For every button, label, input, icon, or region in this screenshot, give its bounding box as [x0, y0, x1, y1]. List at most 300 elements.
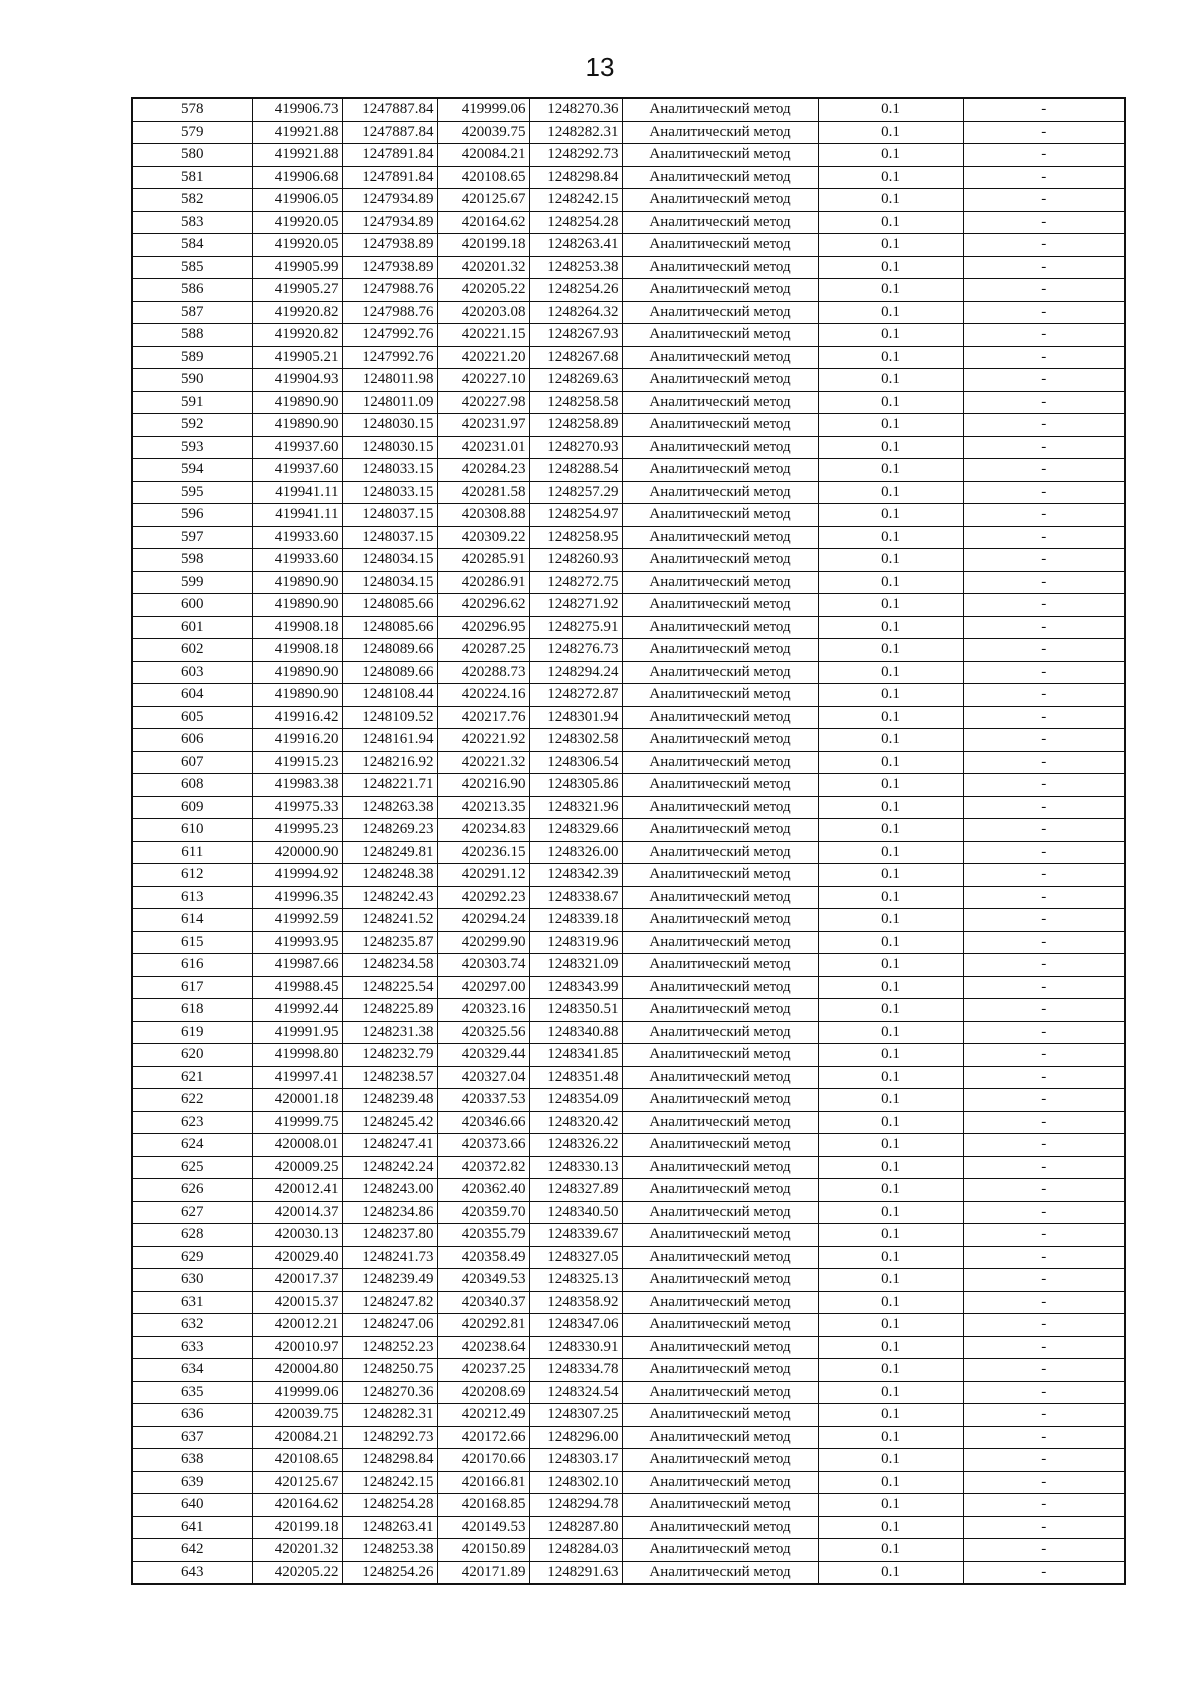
x1-cell: 419916.20	[252, 729, 342, 752]
note-cell: -	[963, 414, 1125, 437]
x2-cell: 420234.83	[437, 819, 529, 842]
method-cell: Аналитический метод	[622, 1449, 818, 1472]
note-cell: -	[963, 1269, 1125, 1292]
table-row	[132, 886, 1125, 909]
y2-cell: 1248302.58	[529, 729, 622, 752]
y2-cell: 1248324.54	[529, 1381, 622, 1404]
y2-cell: 1248321.09	[529, 954, 622, 977]
note-cell: -	[963, 841, 1125, 864]
y2-cell: 1248263.41	[529, 234, 622, 257]
note-cell: -	[963, 1449, 1125, 1472]
note-cell: -	[963, 1381, 1125, 1404]
x1-cell: 419941.11	[252, 481, 342, 504]
y2-cell: 1248339.18	[529, 909, 622, 932]
x1-cell: 420039.75	[252, 1404, 342, 1427]
y1-cell: 1248234.58	[342, 954, 437, 977]
y1-cell: 1248089.66	[342, 639, 437, 662]
note-cell: -	[963, 1111, 1125, 1134]
point-number-cell: 638	[132, 1449, 252, 1472]
x2-cell: 420084.21	[437, 144, 529, 167]
y1-cell: 1248109.52	[342, 706, 437, 729]
note-cell: -	[963, 976, 1125, 999]
y2-cell: 1248242.15	[529, 189, 622, 212]
x1-cell: 419999.06	[252, 1381, 342, 1404]
table-row	[132, 346, 1125, 369]
point-number-cell: 591	[132, 391, 252, 414]
note-cell: -	[963, 121, 1125, 144]
method-cell: Аналитический метод	[622, 459, 818, 482]
x2-cell: 420170.66	[437, 1449, 529, 1472]
x1-cell: 420014.37	[252, 1201, 342, 1224]
x2-cell: 420327.04	[437, 1066, 529, 1089]
x2-cell: 420292.23	[437, 886, 529, 909]
method-cell: Аналитический метод	[622, 1269, 818, 1292]
point-number-cell: 578	[132, 98, 252, 121]
x2-cell: 420281.58	[437, 481, 529, 504]
x2-cell: 420287.25	[437, 639, 529, 662]
accuracy-cell: 0.1	[818, 279, 963, 302]
method-cell: Аналитический метод	[622, 1359, 818, 1382]
method-cell: Аналитический метод	[622, 661, 818, 684]
y1-cell: 1248245.42	[342, 1111, 437, 1134]
x1-cell: 419933.60	[252, 526, 342, 549]
point-number-cell: 626	[132, 1179, 252, 1202]
method-cell: Аналитический метод	[622, 414, 818, 437]
x1-cell: 420017.37	[252, 1269, 342, 1292]
note-cell: -	[963, 1561, 1125, 1584]
y1-cell: 1248232.79	[342, 1044, 437, 1067]
accuracy-cell: 0.1	[818, 504, 963, 527]
note-cell: -	[963, 729, 1125, 752]
method-cell: Аналитический метод	[622, 729, 818, 752]
point-number-cell: 596	[132, 504, 252, 527]
accuracy-cell: 0.1	[818, 436, 963, 459]
x2-cell: 420355.79	[437, 1224, 529, 1247]
y1-cell: 1247887.84	[342, 98, 437, 121]
table-row	[132, 1336, 1125, 1359]
y1-cell: 1247938.89	[342, 234, 437, 257]
accuracy-cell: 0.1	[818, 1179, 963, 1202]
table-row	[132, 1134, 1125, 1157]
method-cell: Аналитический метод	[622, 436, 818, 459]
x2-cell: 420323.16	[437, 999, 529, 1022]
point-number-cell: 589	[132, 346, 252, 369]
x2-cell: 420221.32	[437, 751, 529, 774]
table-row	[132, 279, 1125, 302]
table-row	[132, 166, 1125, 189]
table-row	[132, 909, 1125, 932]
y1-cell: 1248269.23	[342, 819, 437, 842]
table-row	[132, 1066, 1125, 1089]
note-cell: -	[963, 1201, 1125, 1224]
method-cell: Аналитический метод	[622, 571, 818, 594]
note-cell: -	[963, 391, 1125, 414]
y2-cell: 1248330.13	[529, 1156, 622, 1179]
table-row	[132, 864, 1125, 887]
x1-cell: 420205.22	[252, 1561, 342, 1584]
table-row	[132, 189, 1125, 212]
method-cell: Аналитический метод	[622, 1426, 818, 1449]
table-row	[132, 661, 1125, 684]
y1-cell: 1248011.98	[342, 369, 437, 392]
x1-cell: 419941.11	[252, 504, 342, 527]
method-cell: Аналитический метод	[622, 144, 818, 167]
x2-cell: 420208.69	[437, 1381, 529, 1404]
x1-cell: 419904.93	[252, 369, 342, 392]
point-number-cell: 604	[132, 684, 252, 707]
x2-cell: 419999.06	[437, 98, 529, 121]
method-cell: Аналитический метод	[622, 1516, 818, 1539]
y2-cell: 1248272.87	[529, 684, 622, 707]
method-cell: Аналитический метод	[622, 211, 818, 234]
accuracy-cell: 0.1	[818, 1516, 963, 1539]
y1-cell: 1248033.15	[342, 481, 437, 504]
accuracy-cell: 0.1	[818, 1111, 963, 1134]
coordinates-table	[131, 97, 1126, 1585]
point-number-cell: 619	[132, 1021, 252, 1044]
table-row	[132, 1516, 1125, 1539]
y1-cell: 1248034.15	[342, 549, 437, 572]
y1-cell: 1248221.71	[342, 774, 437, 797]
y1-cell: 1248239.48	[342, 1089, 437, 1112]
method-cell: Аналитический метод	[622, 684, 818, 707]
x2-cell: 420227.98	[437, 391, 529, 414]
table-row	[132, 684, 1125, 707]
accuracy-cell: 0.1	[818, 864, 963, 887]
x2-cell: 420237.25	[437, 1359, 529, 1382]
x1-cell: 420015.37	[252, 1291, 342, 1314]
y2-cell: 1248287.80	[529, 1516, 622, 1539]
y2-cell: 1248284.03	[529, 1539, 622, 1562]
y2-cell: 1248276.73	[529, 639, 622, 662]
y1-cell: 1248085.66	[342, 616, 437, 639]
point-number-cell: 630	[132, 1269, 252, 1292]
x2-cell: 420296.95	[437, 616, 529, 639]
note-cell: -	[963, 639, 1125, 662]
y2-cell: 1248254.97	[529, 504, 622, 527]
method-cell: Аналитический метод	[622, 1561, 818, 1584]
table-row	[132, 1111, 1125, 1134]
x1-cell: 419991.95	[252, 1021, 342, 1044]
method-cell: Аналитический метод	[622, 301, 818, 324]
y2-cell: 1248267.68	[529, 346, 622, 369]
point-number-cell: 642	[132, 1539, 252, 1562]
y2-cell: 1248334.78	[529, 1359, 622, 1382]
accuracy-cell: 0.1	[818, 886, 963, 909]
y2-cell: 1248326.22	[529, 1134, 622, 1157]
x2-cell: 420349.53	[437, 1269, 529, 1292]
point-number-cell: 633	[132, 1336, 252, 1359]
x1-cell: 420199.18	[252, 1516, 342, 1539]
method-cell: Аналитический метод	[622, 279, 818, 302]
point-number-cell: 632	[132, 1314, 252, 1337]
note-cell: -	[963, 346, 1125, 369]
x2-cell: 420292.81	[437, 1314, 529, 1337]
method-cell: Аналитический метод	[622, 841, 818, 864]
x2-cell: 420297.00	[437, 976, 529, 999]
note-cell: -	[963, 369, 1125, 392]
point-number-cell: 580	[132, 144, 252, 167]
method-cell: Аналитический метод	[622, 391, 818, 414]
method-cell: Аналитический метод	[622, 346, 818, 369]
note-cell: -	[963, 1539, 1125, 1562]
point-number-cell: 606	[132, 729, 252, 752]
y1-cell: 1248225.54	[342, 976, 437, 999]
note-cell: -	[963, 1516, 1125, 1539]
point-number-cell: 641	[132, 1516, 252, 1539]
table-row	[132, 616, 1125, 639]
y1-cell: 1248242.24	[342, 1156, 437, 1179]
accuracy-cell: 0.1	[818, 1246, 963, 1269]
accuracy-cell: 0.1	[818, 796, 963, 819]
coordinates-table-body	[132, 98, 1125, 1584]
note-cell: -	[963, 301, 1125, 324]
x1-cell: 419908.18	[252, 639, 342, 662]
x2-cell: 420125.67	[437, 189, 529, 212]
note-cell: -	[963, 954, 1125, 977]
y1-cell: 1248243.00	[342, 1179, 437, 1202]
y1-cell: 1248242.15	[342, 1471, 437, 1494]
note-cell: -	[963, 211, 1125, 234]
table-row	[132, 751, 1125, 774]
accuracy-cell: 0.1	[818, 211, 963, 234]
x2-cell: 420221.20	[437, 346, 529, 369]
method-cell: Аналитический метод	[622, 864, 818, 887]
accuracy-cell: 0.1	[818, 954, 963, 977]
x2-cell: 420284.23	[437, 459, 529, 482]
table-row	[132, 324, 1125, 347]
table-row	[132, 594, 1125, 617]
x1-cell: 419994.92	[252, 864, 342, 887]
accuracy-cell: 0.1	[818, 481, 963, 504]
y2-cell: 1248327.89	[529, 1179, 622, 1202]
note-cell: -	[963, 706, 1125, 729]
y2-cell: 1248270.36	[529, 98, 622, 121]
method-cell: Аналитический метод	[622, 1246, 818, 1269]
x1-cell: 420001.18	[252, 1089, 342, 1112]
y2-cell: 1248305.86	[529, 774, 622, 797]
accuracy-cell: 0.1	[818, 369, 963, 392]
x2-cell: 420236.15	[437, 841, 529, 864]
y2-cell: 1248270.93	[529, 436, 622, 459]
accuracy-cell: 0.1	[818, 1269, 963, 1292]
table-row	[132, 504, 1125, 527]
table-row	[132, 1449, 1125, 1472]
point-number-cell: 621	[132, 1066, 252, 1089]
note-cell: -	[963, 1359, 1125, 1382]
accuracy-cell: 0.1	[818, 1336, 963, 1359]
table-row	[132, 549, 1125, 572]
x2-cell: 420201.32	[437, 256, 529, 279]
y1-cell: 1248249.81	[342, 841, 437, 864]
x2-cell: 420294.24	[437, 909, 529, 932]
y2-cell: 1248325.13	[529, 1269, 622, 1292]
y2-cell: 1248292.73	[529, 144, 622, 167]
note-cell: -	[963, 684, 1125, 707]
point-number-cell: 579	[132, 121, 252, 144]
point-number-cell: 624	[132, 1134, 252, 1157]
x1-cell: 419890.90	[252, 661, 342, 684]
x1-cell: 419993.95	[252, 931, 342, 954]
accuracy-cell: 0.1	[818, 594, 963, 617]
point-number-cell: 622	[132, 1089, 252, 1112]
x2-cell: 420227.10	[437, 369, 529, 392]
x2-cell: 420299.90	[437, 931, 529, 954]
note-cell: -	[963, 616, 1125, 639]
table-row	[132, 1021, 1125, 1044]
y1-cell: 1248263.41	[342, 1516, 437, 1539]
method-cell: Аналитический метод	[622, 1021, 818, 1044]
note-cell: -	[963, 98, 1125, 121]
method-cell: Аналитический метод	[622, 976, 818, 999]
y2-cell: 1248358.92	[529, 1291, 622, 1314]
y2-cell: 1248271.92	[529, 594, 622, 617]
x1-cell: 419906.68	[252, 166, 342, 189]
x2-cell: 420329.44	[437, 1044, 529, 1067]
note-cell: -	[963, 1021, 1125, 1044]
accuracy-cell: 0.1	[818, 999, 963, 1022]
y2-cell: 1248258.58	[529, 391, 622, 414]
x1-cell: 419937.60	[252, 436, 342, 459]
y2-cell: 1248306.54	[529, 751, 622, 774]
accuracy-cell: 0.1	[818, 1539, 963, 1562]
point-number-cell: 615	[132, 931, 252, 954]
x2-cell: 420325.56	[437, 1021, 529, 1044]
note-cell: -	[963, 999, 1125, 1022]
y1-cell: 1248037.15	[342, 504, 437, 527]
accuracy-cell: 0.1	[818, 1156, 963, 1179]
note-cell: -	[963, 1066, 1125, 1089]
accuracy-cell: 0.1	[818, 1201, 963, 1224]
note-cell: -	[963, 234, 1125, 257]
x1-cell: 419916.42	[252, 706, 342, 729]
note-cell: -	[963, 1224, 1125, 1247]
table-row	[132, 999, 1125, 1022]
x1-cell: 419987.66	[252, 954, 342, 977]
y2-cell: 1248307.25	[529, 1404, 622, 1427]
table-row	[132, 1494, 1125, 1517]
method-cell: Аналитический метод	[622, 1179, 818, 1202]
method-cell: Аналитический метод	[622, 1291, 818, 1314]
y2-cell: 1248269.63	[529, 369, 622, 392]
table-row	[132, 1381, 1125, 1404]
method-cell: Аналитический метод	[622, 189, 818, 212]
accuracy-cell: 0.1	[818, 98, 963, 121]
x2-cell: 420171.89	[437, 1561, 529, 1584]
accuracy-cell: 0.1	[818, 1134, 963, 1157]
y1-cell: 1248030.15	[342, 414, 437, 437]
y2-cell: 1248350.51	[529, 999, 622, 1022]
y2-cell: 1248301.94	[529, 706, 622, 729]
page-number: 13	[585, 52, 615, 82]
method-cell: Аналитический метод	[622, 909, 818, 932]
table-row	[132, 954, 1125, 977]
accuracy-cell: 0.1	[818, 189, 963, 212]
table-row	[132, 706, 1125, 729]
x2-cell: 420296.62	[437, 594, 529, 617]
y2-cell: 1248291.63	[529, 1561, 622, 1584]
y1-cell: 1247934.89	[342, 211, 437, 234]
table-row	[132, 796, 1125, 819]
table-row	[132, 121, 1125, 144]
accuracy-cell: 0.1	[818, 976, 963, 999]
x1-cell: 419921.88	[252, 144, 342, 167]
note-cell: -	[963, 549, 1125, 572]
note-cell: -	[963, 1246, 1125, 1269]
x2-cell: 420308.88	[437, 504, 529, 527]
note-cell: -	[963, 774, 1125, 797]
y1-cell: 1247988.76	[342, 301, 437, 324]
accuracy-cell: 0.1	[818, 661, 963, 684]
point-number-cell: 582	[132, 189, 252, 212]
point-number-cell: 617	[132, 976, 252, 999]
x1-cell: 419920.05	[252, 211, 342, 234]
y1-cell: 1248248.38	[342, 864, 437, 887]
method-cell: Аналитический метод	[622, 1381, 818, 1404]
table-row	[132, 1201, 1125, 1224]
y1-cell: 1248089.66	[342, 661, 437, 684]
x1-cell: 419920.82	[252, 301, 342, 324]
method-cell: Аналитический метод	[622, 526, 818, 549]
method-cell: Аналитический метод	[622, 549, 818, 572]
y2-cell: 1248339.67	[529, 1224, 622, 1247]
point-number-cell: 631	[132, 1291, 252, 1314]
y1-cell: 1247992.76	[342, 346, 437, 369]
note-cell: -	[963, 796, 1125, 819]
table-row	[132, 841, 1125, 864]
table-row	[132, 211, 1125, 234]
method-cell: Аналитический метод	[622, 1404, 818, 1427]
y1-cell: 1248247.82	[342, 1291, 437, 1314]
y2-cell: 1248267.93	[529, 324, 622, 347]
x2-cell: 420309.22	[437, 526, 529, 549]
x2-cell: 420231.97	[437, 414, 529, 437]
note-cell: -	[963, 1426, 1125, 1449]
x2-cell: 420337.53	[437, 1089, 529, 1112]
point-number-cell: 602	[132, 639, 252, 662]
point-number-cell: 643	[132, 1561, 252, 1584]
y2-cell: 1248282.31	[529, 121, 622, 144]
point-number-cell: 635	[132, 1381, 252, 1404]
y2-cell: 1248257.29	[529, 481, 622, 504]
point-number-cell: 620	[132, 1044, 252, 1067]
y2-cell: 1248302.10	[529, 1471, 622, 1494]
point-number-cell: 587	[132, 301, 252, 324]
table-row	[132, 1404, 1125, 1427]
y1-cell: 1247887.84	[342, 121, 437, 144]
x2-cell: 420221.15	[437, 324, 529, 347]
note-cell: -	[963, 1291, 1125, 1314]
x1-cell: 420164.62	[252, 1494, 342, 1517]
accuracy-cell: 0.1	[818, 144, 963, 167]
method-cell: Аналитический метод	[622, 166, 818, 189]
y1-cell: 1248242.43	[342, 886, 437, 909]
x1-cell: 419906.05	[252, 189, 342, 212]
y1-cell: 1248270.36	[342, 1381, 437, 1404]
table-row	[132, 481, 1125, 504]
method-cell: Аналитический метод	[622, 369, 818, 392]
x2-cell: 420216.90	[437, 774, 529, 797]
y2-cell: 1248354.09	[529, 1089, 622, 1112]
point-number-cell: 594	[132, 459, 252, 482]
x1-cell: 420012.21	[252, 1314, 342, 1337]
x1-cell: 419890.90	[252, 684, 342, 707]
point-number-cell: 613	[132, 886, 252, 909]
note-cell: -	[963, 279, 1125, 302]
y1-cell: 1248292.73	[342, 1426, 437, 1449]
table-row	[132, 1314, 1125, 1337]
y2-cell: 1248275.91	[529, 616, 622, 639]
